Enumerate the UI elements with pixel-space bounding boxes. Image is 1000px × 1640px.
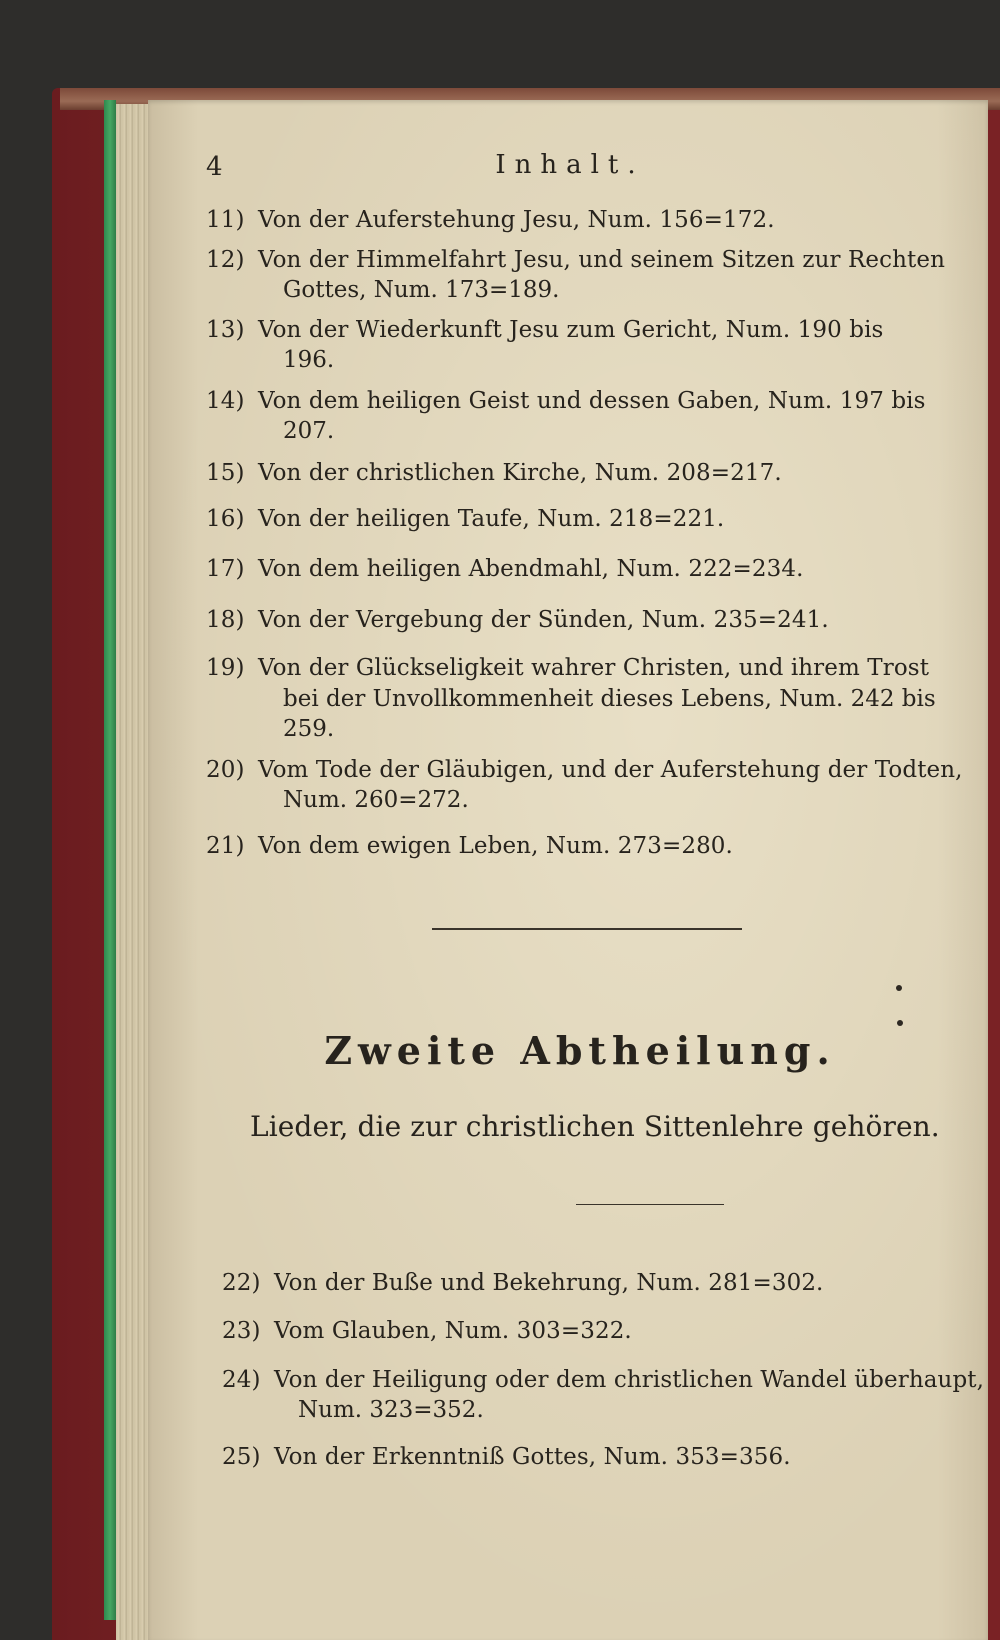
toc-entry-12: [206, 247, 945, 273]
entry-number: 21): [206, 833, 245, 859]
entry-text: Von dem ewigen Leben, Num. 273=280.: [258, 833, 733, 859]
speck: [897, 1020, 903, 1026]
entry-text: Von der Heiligung oder dem christlichen Wandel überhaupt,: [274, 1367, 985, 1393]
entry-number: 20): [206, 757, 245, 783]
section-divider-top: [432, 928, 742, 930]
toc-entry-19: [206, 655, 929, 681]
toc-entry-18: [206, 607, 829, 633]
entry-text: Von dem heiligen Geist und dessen Gaben, Num. 197 bis: [258, 388, 926, 414]
entry-number: 17): [206, 556, 245, 582]
toc-entry-11: [206, 207, 775, 233]
entry-continuation: 207.: [283, 418, 335, 444]
page-edges: [116, 104, 150, 1640]
entry-number: 16): [206, 506, 245, 532]
running-head: Inhalt.: [495, 150, 645, 180]
toc-entry-23: [222, 1318, 632, 1344]
entry-number: 15): [206, 460, 245, 486]
entry-text: Von der Wiederkunft Jesu zum Gericht, Num. 190 bis: [258, 317, 884, 343]
entry-text: Von der Vergebung der Sünden, Num. 235=241.: [258, 607, 829, 633]
page-number: 4: [206, 152, 223, 182]
entry-number: 12): [206, 247, 245, 273]
entry-continuation: Gottes, Num. 173=189.: [283, 277, 560, 303]
toc-entry-13: [206, 317, 883, 343]
entry-text: Von dem heiligen Abendmahl, Num. 222=234.: [258, 556, 804, 582]
toc-entry-14: [206, 388, 926, 414]
entry-continuation: Num. 323=352.: [298, 1397, 484, 1423]
entry-number: 14): [206, 388, 245, 414]
entry-text: Von der Erkenntniß Gottes, Num. 353=356.: [274, 1444, 791, 1470]
entry-text: Von der heiligen Taufe, Num. 218=221.: [258, 506, 725, 532]
toc-entry-17: [206, 556, 804, 582]
entry-text: Von der Buße und Bekehrung, Num. 281=302.: [274, 1270, 824, 1296]
entry-number: 24): [222, 1367, 261, 1393]
entry-continuation: Num. 260=272.: [283, 787, 469, 813]
entry-number: 11): [206, 207, 245, 233]
entry-number: 23): [222, 1318, 261, 1344]
entry-text: Von der Glückseligkeit wahrer Christen, und ihrem Trost: [258, 655, 930, 681]
entry-text: Von der Auferstehung Jesu, Num. 156=172.: [258, 207, 775, 233]
toc-entry-25: [222, 1444, 791, 1470]
entry-continuation: 259.: [283, 716, 335, 742]
section-title: Zweite Abtheilung.: [324, 1028, 836, 1073]
toc-entry-22: [222, 1270, 823, 1296]
entry-number: 19): [206, 655, 245, 681]
book-green-edge: [104, 100, 116, 1620]
speck: [896, 985, 902, 991]
entry-text: Vom Glauben, Num. 303=322.: [274, 1318, 632, 1344]
entry-continuation: bei der Unvollkommenheit dieses Lebens, Num. 242 bis: [283, 686, 936, 712]
toc-entry-20: [206, 757, 963, 783]
toc-entry-16: [206, 506, 724, 532]
toc-entry-24: [222, 1367, 984, 1393]
entry-text: Vom Tode der Gläubigen, und der Auferstehung der Todten,: [258, 757, 963, 783]
toc-entry-21: [206, 833, 733, 859]
toc-entry-15: [206, 460, 782, 486]
entry-number: 18): [206, 607, 245, 633]
entry-continuation: 196.: [283, 347, 335, 373]
entry-number: 13): [206, 317, 245, 343]
section-subtitle: Lieder, die zur christlichen Sittenlehre gehören.: [250, 1110, 940, 1143]
entry-number: 22): [222, 1270, 261, 1296]
entry-number: 25): [222, 1444, 261, 1470]
entry-text: Von der christlichen Kirche, Num. 208=217.: [258, 460, 782, 486]
entry-text: Von der Himmelfahrt Jesu, und seinem Sitzen zur Rechten: [258, 247, 945, 273]
section-divider-bottom: [576, 1204, 724, 1205]
